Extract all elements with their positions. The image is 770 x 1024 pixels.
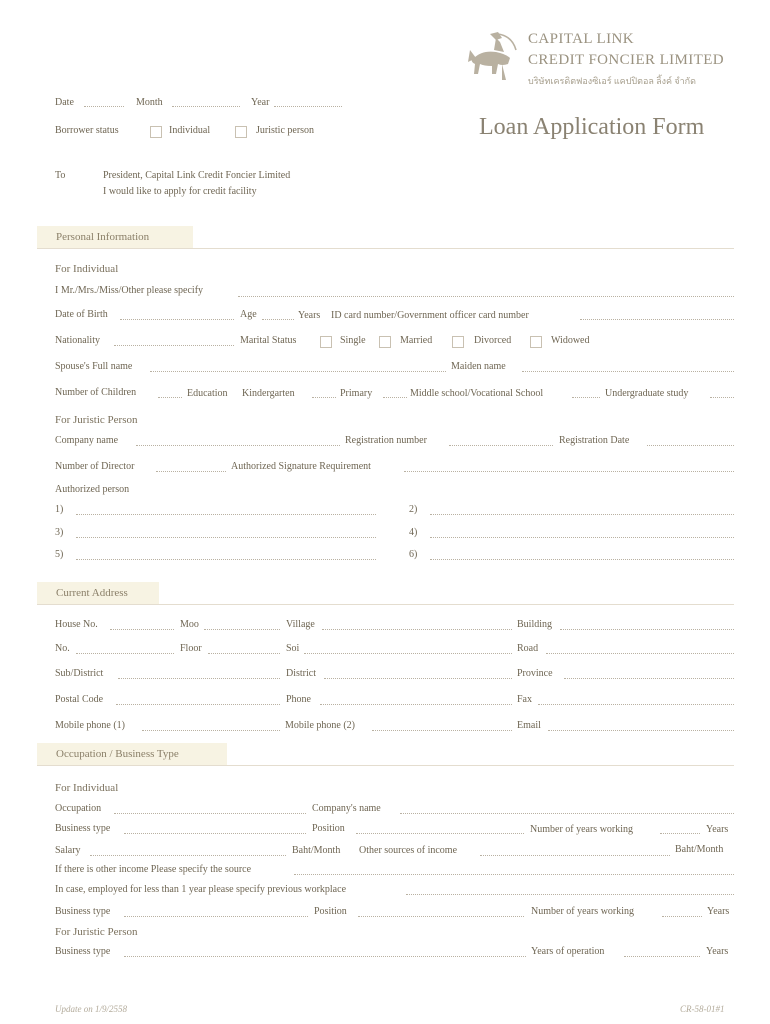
salary-label: Salary xyxy=(55,845,81,856)
registration-date-field[interactable] xyxy=(647,445,734,446)
auth-person-6-label: 6) xyxy=(409,549,418,560)
auth-person-label: Authorized person xyxy=(55,484,130,495)
floor-field[interactable] xyxy=(208,653,280,654)
individual-checkbox[interactable] xyxy=(150,126,162,138)
years-working-label-2: Number of years working xyxy=(531,906,635,917)
years-operation-label: Years of operation xyxy=(531,946,605,957)
no-field[interactable] xyxy=(76,653,174,654)
registration-number-label: Registration number xyxy=(345,435,427,446)
juristic-checkbox[interactable] xyxy=(235,126,247,138)
middle-label: Middle school/Vocational School xyxy=(410,388,544,399)
company-field[interactable] xyxy=(136,445,340,446)
mobile1-label: Mobile phone (1) xyxy=(55,720,125,731)
for-individual-heading: For Individual xyxy=(55,263,119,275)
section-divider xyxy=(37,248,734,249)
building-label: Building xyxy=(517,619,553,630)
prev-workplace-field[interactable] xyxy=(406,894,734,895)
id-card-label: ID card number/Government officer card number xyxy=(331,310,529,321)
to-line1: President, Capital Link Credit Foncier Limited xyxy=(103,170,291,181)
fax-label: Fax xyxy=(517,694,532,705)
logo-thai: บริษัทเครดิตฟองซิเอร์ แคปปิตอล ลิ้งค์ จำกัด xyxy=(528,76,696,86)
month-label: Month xyxy=(136,97,163,108)
auth-person-3-field[interactable] xyxy=(76,537,376,538)
nationality-label: Nationality xyxy=(55,335,100,346)
company-name-label: Company's name xyxy=(312,803,381,814)
sub-district-label: Sub/District xyxy=(55,668,104,679)
occupation-label: Occupation xyxy=(55,803,102,814)
date-field[interactable] xyxy=(84,106,124,107)
prev-workplace-label: In case, employed for less than 1 year please specify previous workplace xyxy=(55,884,347,895)
occupation-field[interactable] xyxy=(114,813,306,814)
middle-field[interactable] xyxy=(572,397,600,398)
spouse-label: Spouse's Full name xyxy=(55,361,133,372)
married-checkbox[interactable] xyxy=(379,336,391,348)
position-label-2: Position xyxy=(314,906,347,917)
auth-person-4-label: 4) xyxy=(409,527,418,538)
phone-field[interactable] xyxy=(320,704,512,705)
district-label: District xyxy=(286,668,316,679)
for-juristic-heading: For Juristic Person xyxy=(55,414,138,426)
other-income-field[interactable] xyxy=(294,874,734,875)
soi-label: Soi xyxy=(286,643,300,654)
business-type-label-2: Business type xyxy=(55,906,111,917)
date-label: Date xyxy=(55,97,74,108)
borrower-status-label: Borrower status xyxy=(55,125,119,136)
form-code: CR-58-01#1 xyxy=(680,1004,725,1014)
postal-field[interactable] xyxy=(116,704,280,705)
widowed-label: Widowed xyxy=(551,335,590,346)
divorced-label: Divorced xyxy=(474,335,512,346)
age-label: Age xyxy=(240,309,257,320)
to-line2: I would like to apply for credit facility xyxy=(103,186,257,197)
kindergarten-label: Kindergarten xyxy=(242,388,295,399)
province-field[interactable] xyxy=(564,678,734,679)
undergrad-field[interactable] xyxy=(710,397,734,398)
num-director-field[interactable] xyxy=(156,471,226,472)
logo-line2: CREDIT FONCIER LIMITED xyxy=(528,52,725,68)
years-label: Years xyxy=(298,310,321,321)
road-field[interactable] xyxy=(546,653,734,654)
company-name-field[interactable] xyxy=(400,813,734,814)
other-income-label: If there is other income Please specify the source xyxy=(55,864,252,875)
name-label: I Mr./Mrs./Miss/Other please specify xyxy=(55,285,204,296)
maiden-field[interactable] xyxy=(522,371,734,372)
village-label: Village xyxy=(286,619,315,630)
auth-person-5-field[interactable] xyxy=(76,559,376,560)
maiden-label: Maiden name xyxy=(451,361,506,372)
month-field[interactable] xyxy=(172,106,240,107)
years-operation-field[interactable] xyxy=(624,956,700,957)
baht-month-label-2: Baht/Month xyxy=(675,844,724,855)
mobile2-field[interactable] xyxy=(372,730,512,731)
juristic-label: Juristic person xyxy=(256,125,315,136)
mobile1-field[interactable] xyxy=(142,730,280,731)
individual-label: Individual xyxy=(169,125,211,136)
business-type-label: Business type xyxy=(55,823,111,834)
sub-district-field[interactable] xyxy=(118,678,280,679)
business-type-field-2[interactable] xyxy=(124,916,308,917)
num-director-label: Number of Director xyxy=(55,461,135,472)
primary-field[interactable] xyxy=(383,397,407,398)
house-label: House No. xyxy=(55,619,98,630)
registration-date-label: Registration Date xyxy=(559,435,630,446)
name-field[interactable] xyxy=(238,296,734,297)
position-field[interactable] xyxy=(356,833,524,834)
horse-archer-icon xyxy=(462,28,524,86)
moo-field[interactable] xyxy=(204,629,280,630)
moo-label: Moo xyxy=(180,619,199,630)
auth-person-1-field[interactable] xyxy=(76,514,376,515)
soi-field[interactable] xyxy=(304,653,512,654)
years-working-label: Number of years working xyxy=(530,824,634,835)
building-field[interactable] xyxy=(560,629,734,630)
auth-sig-field[interactable] xyxy=(404,471,734,472)
email-label: Email xyxy=(517,720,541,731)
years-unit-label-2: Years xyxy=(707,906,730,917)
page-title: Loan Application Form xyxy=(479,114,705,140)
occ-for-juristic-heading: For Juristic Person xyxy=(55,926,138,938)
salary-field[interactable] xyxy=(90,855,286,856)
fax-field[interactable] xyxy=(538,704,734,705)
years-working-field-2[interactable] xyxy=(662,916,702,917)
married-label: Married xyxy=(400,335,433,346)
year-field[interactable] xyxy=(274,106,342,107)
auth-person-4-field[interactable] xyxy=(430,537,734,538)
other-sources-label: Other sources of income xyxy=(359,845,458,856)
auth-person-6-field[interactable] xyxy=(430,559,734,560)
age-field[interactable] xyxy=(262,319,294,320)
road-label: Road xyxy=(517,643,539,654)
divorced-checkbox[interactable] xyxy=(452,336,464,348)
dob-label: Date of Birth xyxy=(55,309,108,320)
logo-line1: CAPITAL LINK xyxy=(528,31,634,47)
personal-section-header: Personal Information xyxy=(37,226,193,248)
postal-label: Postal Code xyxy=(55,694,104,705)
auth-person-1-label: 1) xyxy=(55,504,64,515)
mobile2-label: Mobile phone (2) xyxy=(285,720,355,731)
id-card-field[interactable] xyxy=(580,319,734,320)
to-label: To xyxy=(55,170,66,181)
company-label: Company name xyxy=(55,435,119,446)
phone-label: Phone xyxy=(286,694,311,705)
auth-person-5-label: 5) xyxy=(55,549,64,560)
marital-label: Marital Status xyxy=(240,335,297,346)
single-label: Single xyxy=(340,335,366,346)
other-sources-field[interactable] xyxy=(480,855,670,856)
update-date: Update on 1/9/2558 xyxy=(55,1004,127,1014)
district-field[interactable] xyxy=(324,678,512,679)
years-unit-label-3: Years xyxy=(706,946,729,957)
business-type-field-3[interactable] xyxy=(124,956,526,957)
single-checkbox[interactable] xyxy=(320,336,332,348)
village-field[interactable] xyxy=(322,629,512,630)
position-label: Position xyxy=(312,823,345,834)
section-divider xyxy=(37,604,734,605)
years-working-field[interactable] xyxy=(660,833,700,834)
kindergarten-field[interactable] xyxy=(312,397,336,398)
business-type-label-3: Business type xyxy=(55,946,111,957)
auth-person-3-label: 3) xyxy=(55,527,64,538)
dob-field[interactable] xyxy=(120,319,234,320)
province-label: Province xyxy=(517,668,553,679)
registration-number-field[interactable] xyxy=(449,445,553,446)
occ-for-individual-heading: For Individual xyxy=(55,782,119,794)
section-divider xyxy=(37,765,734,766)
children-field[interactable] xyxy=(158,397,182,398)
undergrad-label: Undergraduate study xyxy=(605,388,689,399)
auth-sig-label: Authorized Signature Requirement xyxy=(231,461,371,472)
email-field[interactable] xyxy=(548,730,734,731)
auth-person-2-field[interactable] xyxy=(430,514,734,515)
address-section-header: Current Address xyxy=(37,582,159,604)
no-label: No. xyxy=(55,643,70,654)
house-field[interactable] xyxy=(110,629,174,630)
spouse-field[interactable] xyxy=(150,371,446,372)
nationality-field[interactable] xyxy=(114,345,234,346)
business-type-field[interactable] xyxy=(124,833,306,834)
auth-person-2-label: 2) xyxy=(409,504,418,515)
children-label: Number of Children xyxy=(55,387,137,398)
occupation-section-header: Occupation / Business Type xyxy=(37,743,227,765)
primary-label: Primary xyxy=(340,388,373,399)
education-label: Education xyxy=(187,388,228,399)
floor-label: Floor xyxy=(180,643,202,654)
years-unit-label: Years xyxy=(706,824,729,835)
widowed-checkbox[interactable] xyxy=(530,336,542,348)
baht-month-label: Baht/Month xyxy=(292,845,341,856)
position-field-2[interactable] xyxy=(358,916,524,917)
year-label: Year xyxy=(251,97,270,108)
